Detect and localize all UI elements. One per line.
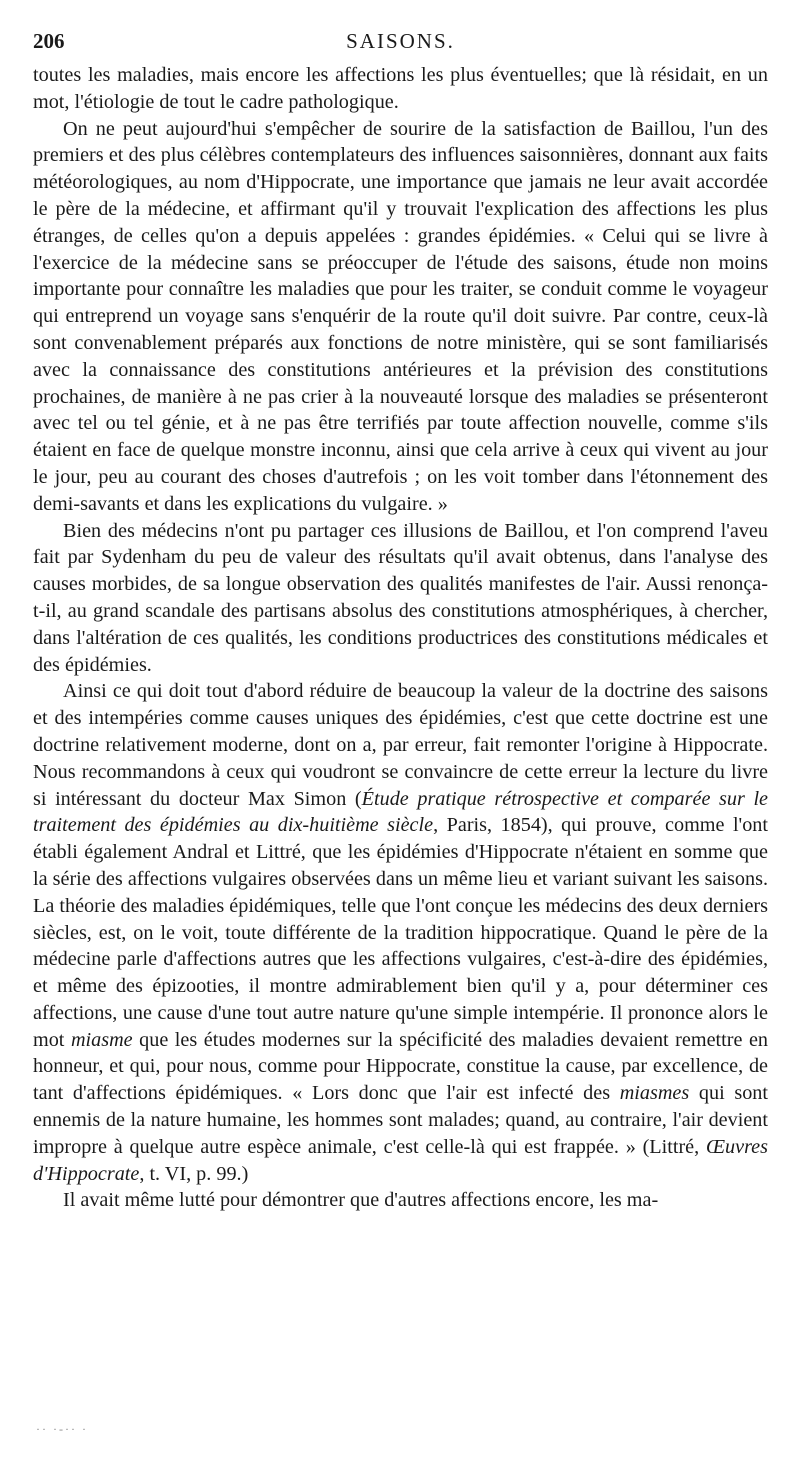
text-run: Ainsi ce qui doit tout d'abord réduire de beaucoup la valeur de la doctrine des saisons et des intempéries comme causes uniques des épidémies, c'est que cette doctrine est une doctrine relativement moderne, dont on a, par erreur, fait remonter l'origine à Hippocrate. Nous recommandons à ceux qui voudront se convaincre de cette erreur la lecture du livre si intéressant du docteur Max Simon ( xyxy=(33,680,768,810)
paragraph xyxy=(33,678,768,1187)
text-run: qui sont ennemis de la nature humaine, les hommes sont malades; quand, au contraire, l'air devient impropre à quelque autre espèce animale, c'est celle-là qui est frappée. » (Littré, xyxy=(33,1082,768,1158)
text-run: toutes les maladies, mais encore les affections les plus éventuelles; que là résidait, en un mot, l'étiologie de tout le cadre pathologique. xyxy=(33,64,768,113)
text-run: , Paris, 1854), qui prouve, comme l'ont établi également Andral et Littré, que les épidémies d'Hippocrate n'étaient en somme que la série des affections vulgaires observées dans un même lieu et variant suivant les saisons. La théorie des maladies épidémiques, telle que l'ont conçue les médecins des deux derniers siècles, est, on le voit, toute différente de la tradition hippocratique. Quand le père de la médecine parle d'affections autres que les affections vulgaires, c'est-à-dire des épidémies, et même des épizooties, il montre admirablement bien qu'il y a, pour déterminer ces affections, une cause d'une tout autre nature qu'une simple intempérie. Il prononce alors le mot xyxy=(33,814,768,1051)
page-number: 206 xyxy=(33,29,65,53)
text-run: , t. VI, p. 99.) xyxy=(139,1162,249,1185)
text-run: Il avait même lutté pour démontrer que d'autres affections encore, les ma- xyxy=(63,1189,659,1212)
text-run: On ne peut aujourd'hui s'empêcher de sourire de la satisfaction de Baillou, l'un des premiers et des plus célèbres contemplateurs des influences saisonnières, donnant aux faits météorologiques, au nom d'Hippocrate, une importance que jamais ne leur avait accordée le père de la médecine, et affirmant qu'il y trouvait l'explication des affections les plus étranges, de celles qu'on a depuis appelées : grandes épidémies. « Celui qui se livre à l'exercice de la médecine sans se préoccuper de l'étude des saisons, étude non moins importante pour connaître les maladies que pour les traiter, se conduit comme le voyageur qui entreprend un voyage sans s'enquérir de la route qu'il doit suivre. Par contre, ceux-là sont convenablement préparés aux fonctions de notre ministère, qui se sont familiarisés avec la connaissance des constitutions antérieures et la prévision des constitutions prochaines, de manière à ne pas crier à la nouveauté lorsque des maladies se présenteront avec tel ou tel génie, et à ne pas être terrifiés par toute affection nouvelle, comme s'ils étaient en face de quelque monstre inconnu, ainsi que cela arrive à ceux qui vivent au jour le jour, peu au courant des choses d'autrefois ; on les voit tomber dans l'étonnement des demi-savants et dans les explications du vulgaire. » xyxy=(33,117,768,515)
running-title: SAISONS. xyxy=(346,29,455,53)
footer-mark: ·· ·-·· · xyxy=(36,1422,88,1436)
italic-text: miasme xyxy=(70,1028,133,1051)
book-page xyxy=(33,26,768,1214)
text-run: que les études modernes sur la spécificité des maladies devaient remettre en honneur, et qui, pour nous, comme pour Hippocrate, constitue la cause, par excellence, de tant d'affections épidémiques. « Lors donc que l'air est infecté des xyxy=(33,1028,768,1105)
italic-text: Œuvres d'Hippocrate xyxy=(33,1135,768,1185)
paragraph xyxy=(33,62,768,116)
text-run: Bien des médecins n'ont pu partager ces illusions de Baillou, et l'on comprend l'aveu fait par Sydenham du peu de valeur des résultats qu'il avait obtenus, dans l'analyse des causes morbides, de sa longue observation des qualités manifestes de l'air. Aussi renonça-t-il, au grand scandale des partisans absolus des constitutions atmosphériques, à chercher, dans l'altération de ces qualités, les conditions productrices des constitutions médicales et des épidémies. xyxy=(33,519,768,676)
italic-text: miasmes xyxy=(619,1082,690,1105)
body-text xyxy=(33,62,768,1214)
paragraph xyxy=(33,116,768,518)
paragraph xyxy=(33,518,768,679)
page-header xyxy=(33,26,768,56)
italic-text: Étude pratique rétrospective et comparée sur le traitement des épidémies au dix-huitième siècle xyxy=(33,787,769,837)
paragraph xyxy=(33,1187,768,1214)
